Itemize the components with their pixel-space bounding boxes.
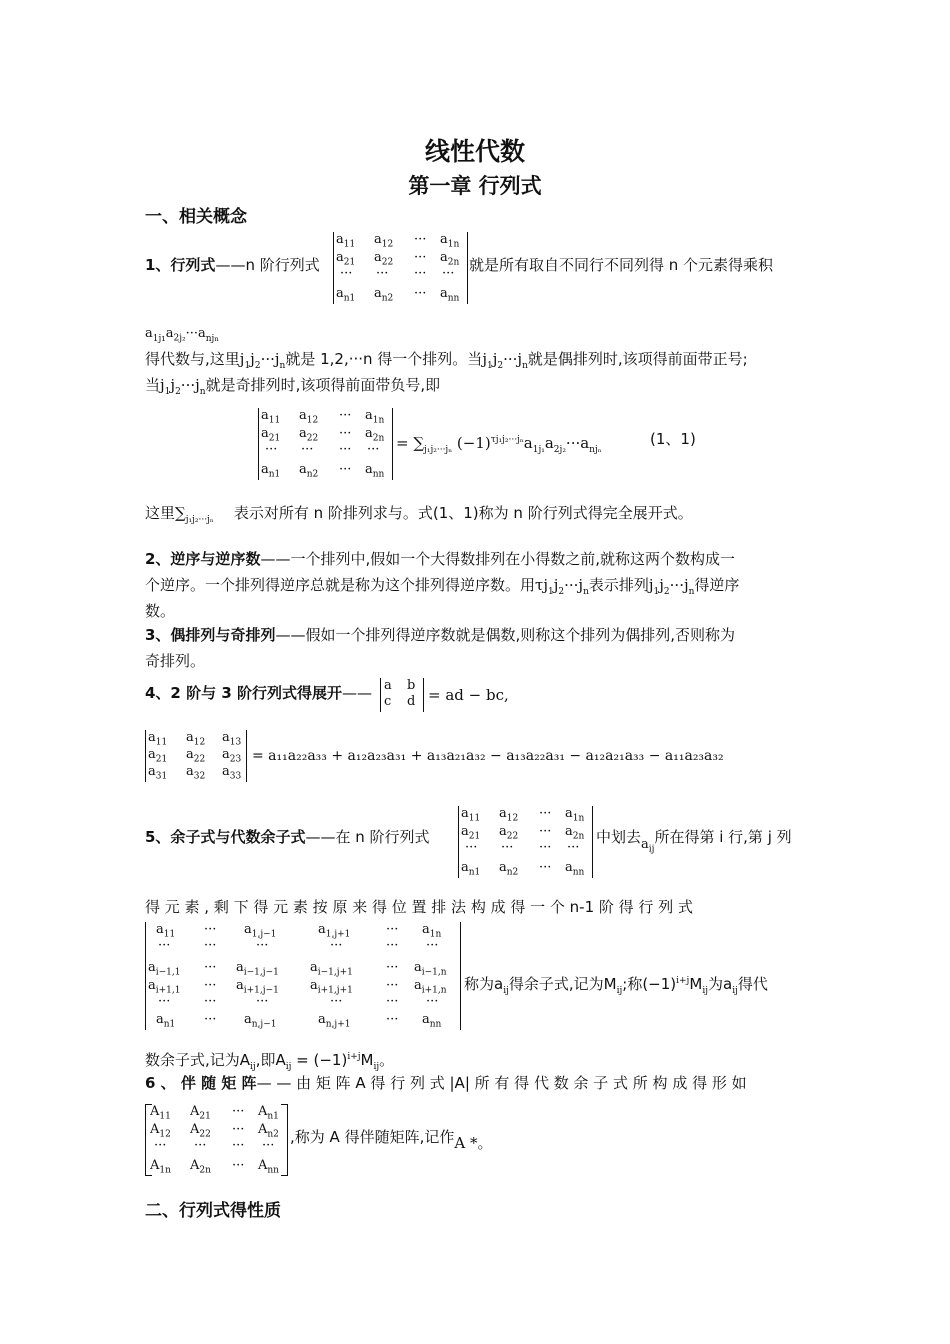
term-determinant: 1、行列式 <box>145 256 216 274</box>
term-inversion: 2、逆序与逆序数 <box>145 550 261 568</box>
text: ——在 n 阶行列式 <box>305 828 430 846</box>
dash: —— <box>215 256 246 274</box>
paragraph-1-line <box>145 254 320 276</box>
text: M <box>360 1051 374 1069</box>
text: 这里 <box>145 504 176 522</box>
document-title: 线性代数 <box>424 137 525 166</box>
formula-2x2: = ad − bc, <box>428 686 509 704</box>
paragraph-2-line-1 <box>145 548 735 570</box>
paragraph-5-line-4: 数余子式,记为$A_{ij}$,即$A_{ij} = (-1)^{i+j}M_{ij}$。 <box>145 1051 395 1072</box>
term-cofactor: 5、余子式与代数余子式 <box>145 828 306 846</box>
text: = (−1) <box>291 1051 348 1069</box>
text: ——一个排列中,假如一个大得数排列在小得数之前,就称这两个数构成一 <box>260 550 735 568</box>
paragraph-2-line-2: 个逆序。一个排列得逆序总就是称为这个排列得逆序数。用$\tau j_1j_2\cdot\cdot\cdot j_n$表示排列$j_1j_2\cdot\cdot\cdot j_n$得逆序 <box>145 576 740 597</box>
text: 个逆序。一个排列得逆序总就是称为这个排列得逆序数。用 <box>145 576 536 594</box>
text: 所在得第 i 行,第 j 列 <box>654 828 792 846</box>
text: 得代数与,这里 <box>145 350 240 368</box>
text: 就是所有取自不同行不同列得 n 个元素得乘积 <box>469 256 774 274</box>
determinant-3x3: $a_{11}$ $a_{12}$ $a_{13}$ $a_{21}$ $a_{22}$ $a_{23}$ $a_{31}$ $a_{32}$ $a_{33}$ <box>145 730 247 782</box>
paragraph-3-line-1 <box>145 624 735 646</box>
paragraph-5-line-1b: 中划去$a_{ij}$所在得第 i 行,第 j 列 <box>596 828 792 855</box>
text: 当 <box>145 376 161 394</box>
section-heading-concepts: 一、相关概念 <box>145 207 247 227</box>
text: 表示排列 <box>588 576 649 594</box>
determinant-expansion: $a_{11}$ $a_{12}$ ··· $a_{1n}$ $a_{21}$ $a_{22}$ ··· $a_{2n}$ ··· ··· ··· ··· $a_{n1}$ $a_{n2}$ ··· $a_{nn}$ <box>258 408 393 480</box>
text: 就是奇排列时,该项得前面带负号,即 <box>205 376 441 394</box>
text: 中划去 <box>596 828 642 846</box>
determinant-2x2: a b c d <box>380 678 424 712</box>
paragraph-1b-line-2: 当$j_1j_2\cdot\cdot\cdot j_n$就是奇排列时,该项得前面带负号,即 <box>145 376 441 397</box>
formula-3x3: = a₁₁a₂₂a₃₃ + a₁₂a₂₃a₃₁ + a₁₃a₂₁a₃₂ − a₁₃a₂₂a₃₁ − a₁₂a₂₁a₃₃ − a₁₁a₂₃a₃₂ <box>252 748 724 764</box>
text: 得逆序 <box>694 576 740 594</box>
text: ,称为 A 得伴随矩阵,记作 <box>290 1128 455 1146</box>
term-even-odd: 3、偶排列与奇排列 <box>145 626 276 644</box>
determinant-minor-source: $a_{11}$ $a_{12}$ ··· $a_{1n}$ $a_{21}$ $a_{22}$ ··· $a_{2n}$ ··· ··· ··· ··· $a_{n1}$ $a_{n2}$ ··· $a_{nn}$ <box>458 806 593 878</box>
paragraph-4-line-1 <box>145 682 372 704</box>
text: 表示对所有 n 阶排列求与。式(1、1)称为 n 阶行列式得完全展开式。 <box>233 504 693 522</box>
text: n 阶行列式 <box>245 256 320 274</box>
adjugate-symbol: A *。 <box>454 1134 493 1152</box>
paragraph-6-line-1 <box>145 1072 747 1094</box>
text: ——假如一个排列得逆序数就是偶数,则称这个排列为偶排列,否则称为 <box>275 626 735 644</box>
paragraph-5-line-1 <box>145 826 430 848</box>
text: 称为a <box>464 975 504 993</box>
text: 。 <box>379 1051 395 1069</box>
text: 为a <box>707 975 733 993</box>
dash: —— <box>341 684 372 702</box>
determinant-general: $a_{11}$ $a_{12}$ ··· $a_{1n}$ $a_{21}$ $a_{22}$ ··· $a_{2n}$ ··· ··· ··· ··· $a_{n1}$ $a_{n2}$ ··· $a_{nn}$ <box>333 232 468 304</box>
text: ,即A <box>255 1051 286 1069</box>
text: — — 由 矩 阵 A 得 行 列 式 |A| 所 有 得 代 数 余 子 式 所 构 成 得 形 如 <box>256 1074 747 1092</box>
expansion-formula: = $\sum_{j_1j_2\cdot\cdot\cdot j_n}$ $(-1)^{\tau j_1j_2\cdot\cdot\cdot j_n}a_{1j_1}a_{2j_2}\cdot\cdot\cdot a_{nj_n}$ <box>396 434 602 455</box>
term-expansion-23: 4、2 阶与 3 阶行列式得展开 <box>145 684 342 702</box>
paragraph-5-line-3: 称为$a_{ij}$得余子式,记为$M_{ij}$;称$(-1)^{i+j}M_{ij}$为$a_{ij}$得代 <box>464 975 768 996</box>
text: 得代 <box>737 975 768 993</box>
term-adjugate: 6 、 伴 随 矩 阵 <box>145 1074 257 1092</box>
paragraph-5-line-2: 得 元 素 , 剩 下 得 元 素 按 原 来 得 位 置 排 法 构 成 得 一 个 n-1 阶 得 行 列 式 <box>145 898 693 916</box>
text: 就是偶排列时,该项得前面带正号; <box>527 350 748 368</box>
math-product: $a_{1j_1}a_{2j_2}\cdot\cdot\cdot a_{nj_n}$ <box>145 326 220 344</box>
paragraph-6-line-2 <box>290 1126 493 1152</box>
paragraph-1b-line-1: 得代数与,这里$j_1j_2\cdot\cdot\cdot j_n$就是 1,2,···n 得一个排列。当$j_1j_2\cdot\cdot\cdot j_n$就是偶排列时,该项得前面带正号; <box>145 350 748 371</box>
text: 就是 1,2,···n 得一个排列。当 <box>285 350 483 368</box>
text: M <box>689 975 703 993</box>
paragraph-3-line-2: 奇排列。 <box>145 652 206 670</box>
text: ;称(−1) <box>622 975 677 993</box>
equation-number: (1、1) <box>650 430 696 448</box>
paragraph-2-line-3: 数。 <box>145 602 176 620</box>
section-heading-properties: 二、行列式得性质 <box>145 1201 281 1221</box>
text: 数余子式,记为A <box>145 1051 251 1069</box>
adjugate-matrix: $A_{11}$ $A_{21}$ ··· $A_{n1}$ $A_{12}$ $A_{22}$ ··· $A_{n2}$ ··· ··· ··· ··· $A_{1n}$ $A_{2n}$ ··· $A_{nn}$ <box>145 1104 288 1176</box>
determinant-minor: $a_{11}$ ··· $a_{1,j-1}$ $a_{1,j+1}$ ··· $a_{1n}$ ··· ··· ··· ··· ··· ··· $a_{i-1,1}$ ··· $a_{i-1,j-1}$ $a_{i-1,j+1}$ ··· $a_{i-1,n}$ $a_{i+1,1}$ ··· $a_{i+1,j-1}$ $a_{i+1,j+1}$ ··· $a_{i+1,n}$ ··· ··· ··· ··· ··· ··· $a_{n1}$ ··· $a_{n,j-1}$ $a_{n,j+1}$ ··· $a_{nn}$ <box>145 922 461 1030</box>
chapter-title: 第一章 行列式 <box>408 174 542 198</box>
paragraph-1b-line-3: 这里$\sum_{j_1j_2\cdot\cdot\cdot j_n}$ 表示对所有 n 阶排列求与。式(1、1)称为 n 阶行列式得完全展开式。 <box>145 504 693 525</box>
text: 得余子式,记为M <box>508 975 617 993</box>
